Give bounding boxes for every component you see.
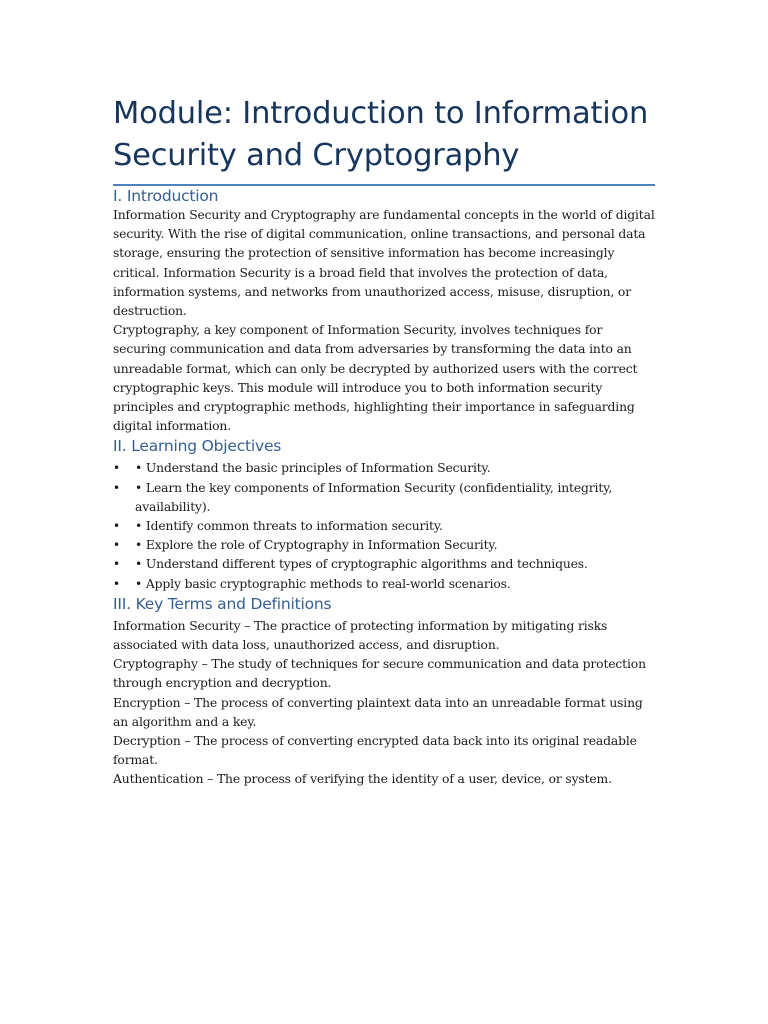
bullet-icon: •: [113, 538, 120, 553]
bullet-icon: •: [113, 519, 120, 534]
list-item: [113, 575, 655, 594]
term-definition: Authentication – The process of verifying the identity of a user, device, or system.: [113, 772, 612, 787]
objective-text: • Identify common threats to information security.: [135, 519, 443, 534]
section-heading-introduction: I. Introduction: [113, 187, 219, 205]
introduction-paragraph: Information Security and Cryptography are fundamental concepts in the world of digital security. With the rise of digital communication, online transactions, and personal data storage, ensuring the protection of sensitive information has become increasingly critical. Information Security is a broad field that involves the protection of data, information systems, and networks from unauthorized access, misuse, disruption, or destruction.: [113, 208, 655, 319]
list-item: [113, 479, 655, 517]
list-item: [113, 517, 655, 536]
bullet-icon: •: [113, 576, 120, 591]
bullet-icon: •: [113, 557, 120, 572]
list-item: [113, 555, 655, 574]
list-item: [113, 459, 655, 478]
section-heading-key-terms: III. Key Terms and Definitions: [113, 594, 332, 613]
bullet-icon: •: [113, 461, 120, 476]
section-heading-learning-objectives: II. Learning Objectives: [113, 437, 282, 456]
document-title: Module: Introduction to Information Security and Cryptography: [113, 96, 649, 173]
term-definition: Decryption – The process of converting encrypted data back into its original readable format.: [113, 734, 637, 768]
objective-text: • Understand the basic principles of Information Security.: [135, 461, 491, 476]
term-definition: Encryption – The process of converting plaintext data into an unreadable format using an algorithm and a key.: [113, 695, 643, 729]
objective-text: • Understand different types of cryptographic algorithms and techniques.: [135, 557, 588, 572]
bullet-icon: •: [113, 480, 120, 495]
objective-text: • Learn the key components of Information Security (confidentiality, integrity, availability).: [135, 480, 613, 514]
term-definition: Cryptography – The study of techniques for secure communication and data protection through encryption and decryption.: [113, 657, 646, 691]
list-item: [113, 536, 655, 555]
objectives-list: [113, 459, 655, 593]
objective-text: • Apply basic cryptographic methods to real-world scenarios.: [135, 576, 511, 591]
term-definition: Information Security – The practice of protecting information by mitigating risks associated with data loss, unauthorized access, and disruption.: [113, 618, 608, 653]
introduction-paragraph: Cryptography, a key component of Information Security, involves techniques for securing communication and data from adversaries by transforming the data into an unreadable format, which can only be decrypted by authorized users with the correct cryptographic keys. This module will introduce you to both information security principles and cryptographic methods, highlighting their importance in safeguarding digital information.: [113, 323, 638, 434]
objective-text: • Explore the role of Cryptography in Information Security.: [135, 538, 498, 553]
